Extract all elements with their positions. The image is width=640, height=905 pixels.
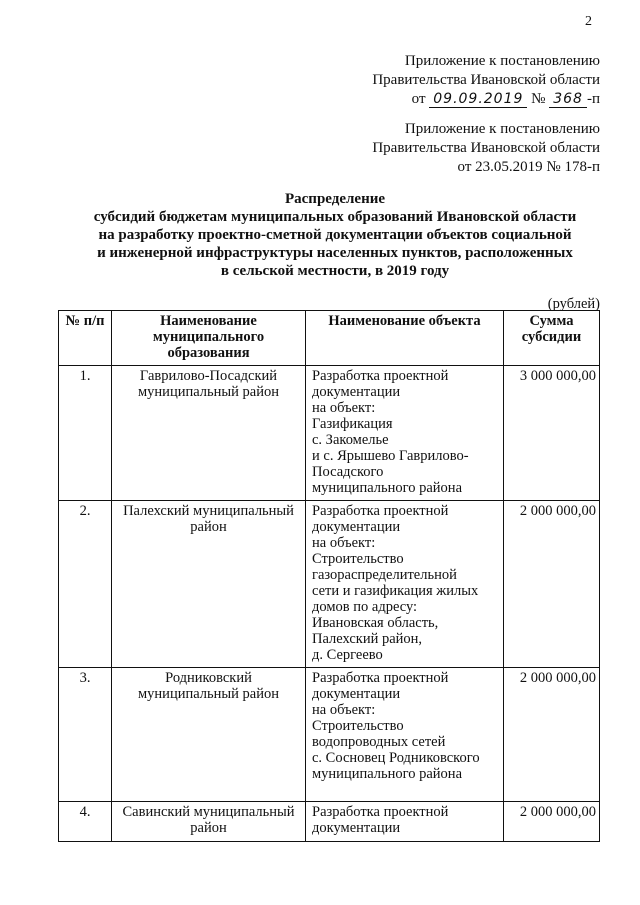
row-municipality: Савинский муниципальный район: [112, 802, 306, 842]
units-label: (рублей): [547, 296, 600, 312]
row-object-line: Разработка проектной: [312, 368, 449, 384]
header-sum: Сумма субсидии: [504, 311, 600, 366]
row-object-line: на объект:: [312, 535, 376, 551]
row-object-line: муниципального района: [312, 766, 462, 782]
appendix-new-from-label: от: [411, 91, 426, 107]
row-object-line: документации: [312, 384, 401, 400]
row-num: 4.: [59, 802, 112, 842]
row-object-line: документации: [312, 519, 401, 535]
row-sum: 3 000 000,00: [504, 366, 600, 501]
table-body: [59, 366, 600, 842]
title-line5: в сельской местности, в 2019 году: [220, 263, 450, 279]
table-row: [59, 668, 600, 802]
table-row: [59, 802, 600, 842]
row-object-line: водопроводных сетей: [312, 734, 446, 750]
row-object-line: муниципального района: [312, 480, 462, 496]
row-object-line: на объект:: [312, 702, 376, 718]
row-object-line: документации: [312, 686, 401, 702]
appendix-new-line1: Приложение к постановлению: [404, 53, 600, 69]
title-line1: Распределение: [284, 191, 386, 207]
row-object-line: Строительство: [312, 718, 404, 734]
appendix-old-line1: Приложение к постановлению: [404, 121, 600, 137]
appendix-old-line2: Правительства Ивановской области: [372, 140, 600, 156]
row-object-line: д. Сергеево: [312, 647, 383, 663]
row-sum: 2 000 000,00: [504, 802, 600, 842]
appendix-new-number-label: №: [531, 91, 546, 107]
appendix-new-block: [300, 52, 600, 109]
appendix-new-line3: [300, 90, 600, 109]
row-object-line: документации: [312, 820, 401, 836]
appendix-new-number: 368: [549, 91, 587, 108]
row-object-line: Палехский район,: [312, 631, 423, 647]
row-object-line: с. Сосновец Родниковского: [312, 750, 480, 766]
subsidy-table: [58, 310, 600, 842]
row-num: 3.: [59, 668, 112, 802]
row-object: [306, 366, 504, 501]
row-municipality: Палехский муниципальный район: [112, 501, 306, 668]
row-object-line: Разработка проектной: [312, 670, 449, 686]
appendix-old-line3: от 23.05.2019 № 178-п: [457, 159, 600, 175]
title-line3: на разработку проектно-сметной документации объектов социальной: [98, 227, 572, 243]
row-object-line: на объект:: [312, 400, 376, 416]
row-object-line: Газификация: [312, 416, 393, 432]
row-object-line: и с. Ярышево Гаврилово-: [312, 448, 469, 464]
row-municipality: Гаврилово-Посадский муниципальный район: [112, 366, 306, 501]
row-num: 2.: [59, 501, 112, 668]
row-municipality: Родниковский муниципальный район: [112, 668, 306, 802]
row-object-line: домов по адресу:: [312, 599, 418, 615]
header-object: Наименование объекта: [306, 311, 504, 366]
appendix-new-line2: Правительства Ивановской области: [372, 72, 600, 88]
row-object-line: сети и газификация жилых: [312, 583, 479, 599]
header-municipality: Наименование муниципального образования: [112, 311, 306, 366]
row-object: [306, 802, 504, 842]
row-sum: 2 000 000,00: [504, 668, 600, 802]
document-title: [55, 190, 615, 280]
row-object-line: Разработка проектной: [312, 503, 449, 519]
row-object-line: Строительство: [312, 551, 404, 567]
row-object-line: Ивановская область,: [312, 615, 439, 631]
appendix-new-date: 09.09.2019: [429, 91, 527, 108]
header-num: № п/п: [59, 311, 112, 366]
row-object: [306, 501, 504, 668]
row-object-line: с. Закомелье: [312, 432, 389, 448]
appendix-new-suffix: -п: [586, 91, 600, 107]
title-line2: субсидий бюджетам муниципальных образований Ивановской области: [93, 209, 577, 225]
table-header-row: [59, 311, 600, 366]
table-row: [59, 501, 600, 668]
row-num: 1.: [59, 366, 112, 501]
row-sum: 2 000 000,00: [504, 501, 600, 668]
title-line4: и инженерной инфраструктуры населенных пунктов, расположенных: [97, 245, 573, 261]
table-row: [59, 366, 600, 501]
row-object: [306, 668, 504, 802]
appendix-old-block: [300, 120, 600, 177]
row-object-line: газораспределительной: [312, 567, 457, 583]
row-object-line: Посадского: [312, 464, 384, 480]
page-number: 2: [585, 14, 592, 29]
row-object-line: Разработка проектной: [312, 804, 449, 820]
